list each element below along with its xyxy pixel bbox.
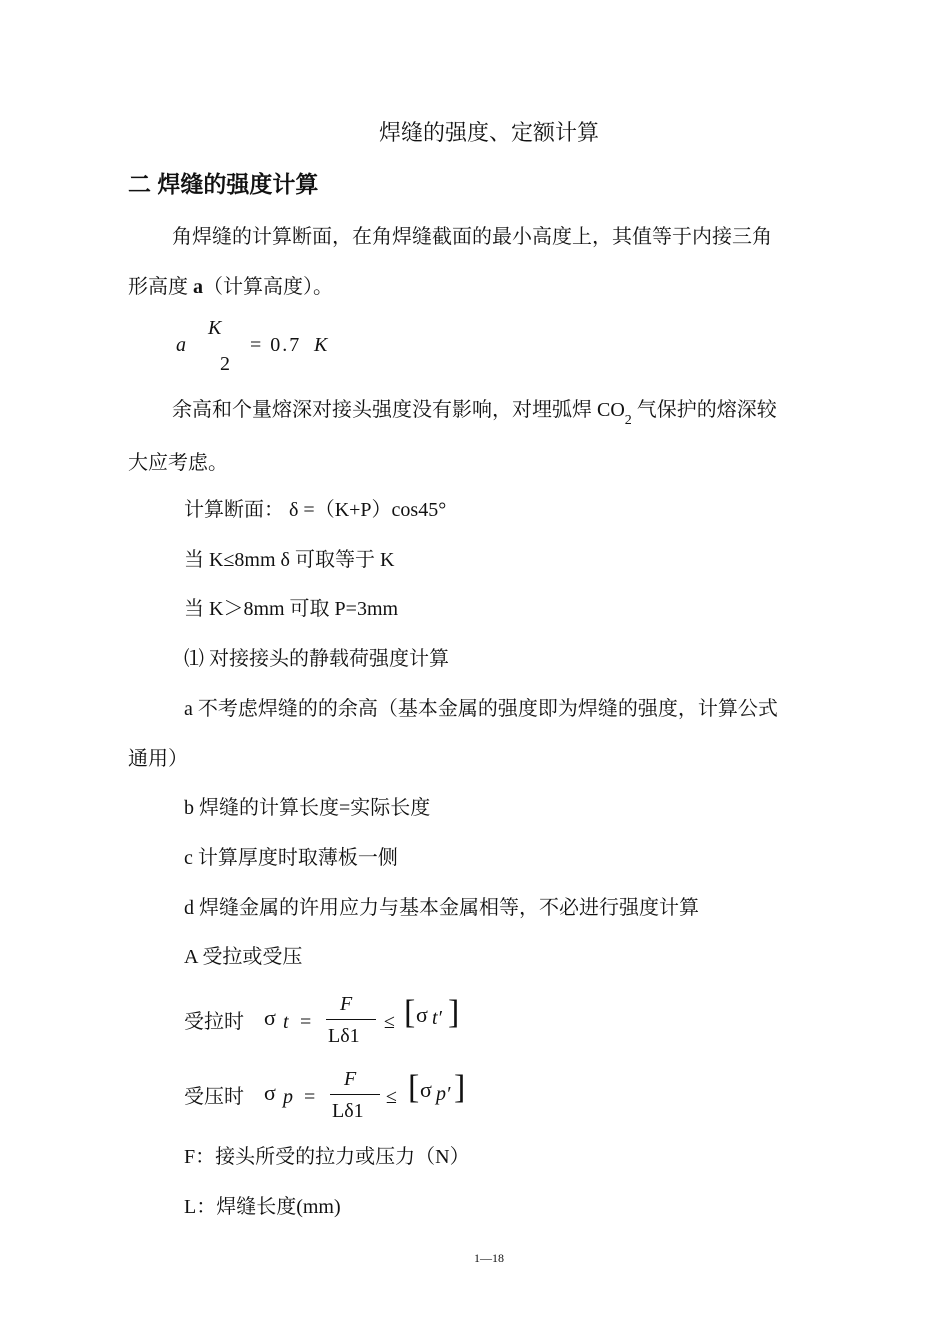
- tension-fraction-bar: [326, 1019, 376, 1020]
- tension-bracket-open: [: [404, 994, 416, 1031]
- paragraph-2-line-2: 大应考虑。: [128, 452, 228, 474]
- formula1-rhs-var: K: [314, 334, 328, 356]
- tension-sigma-sub: t: [283, 1011, 289, 1033]
- compression-bracket-close: ]: [454, 1069, 466, 1106]
- compression-numerator: F: [344, 1068, 357, 1090]
- definition-L: L：焊缝长度(mm): [184, 1196, 341, 1218]
- paragraph-2-line-1: [172, 398, 777, 428]
- item-A: A 受拉或受压: [184, 946, 303, 968]
- compression-sigma-sub: p: [283, 1086, 293, 1108]
- tension-sigma: σ: [264, 1005, 276, 1030]
- formula1-rhs: = 0.7: [250, 334, 302, 356]
- item-c: c 计算厚度时取薄板一侧: [184, 847, 398, 869]
- tension-bracket-close: ]: [448, 994, 460, 1031]
- item-a-line-2: 通用）: [128, 748, 188, 770]
- page-title: 焊缝的强度、定额计算: [378, 120, 599, 145]
- formula1-lhs: a: [176, 334, 186, 356]
- para1-bold-a: a: [193, 276, 203, 298]
- calc-section-line: 计算断面： δ =（K+P）cos45°: [184, 499, 447, 521]
- formula1-denominator: 2: [220, 353, 230, 375]
- condition-1: 当 K≤8mm δ 可取等于 K: [184, 549, 395, 571]
- para1-suffix: （计算高度）。: [203, 276, 333, 298]
- tension-label: 受拉时: [184, 1011, 244, 1033]
- item-1-heading: ⑴ 对接接头的静载荷强度计算: [184, 648, 449, 670]
- formula1-numerator: K: [208, 317, 222, 339]
- page-number: 1—18: [474, 1251, 504, 1265]
- compression-bracket-open: [: [408, 1069, 420, 1106]
- definition-F: F：接头所受的拉力或压力（N）: [184, 1146, 470, 1168]
- item-a-line-1: a 不考虑焊缝的的余高（基本金属的强度即为焊缝的强度，计算公式: [184, 698, 778, 720]
- condition-2: 当 K＞8mm 可取 P=3mm: [184, 598, 399, 620]
- co2-subscript: 2: [624, 413, 632, 428]
- paragraph-1-line-1: 角焊缝的计算断面，在角焊缝截面的最小高度上，其值等于内接三角: [172, 226, 772, 248]
- compression-sigma: σ: [264, 1080, 276, 1105]
- tension-bracket-sigma: σ: [416, 1002, 428, 1027]
- item-b: b 焊缝的计算长度=实际长度: [184, 797, 431, 819]
- tension-bracket-var: t′: [432, 1007, 442, 1029]
- section-heading: 二 焊缝的强度计算: [128, 171, 319, 197]
- compression-bracket-var: p′: [436, 1083, 451, 1105]
- tension-le: ≤: [384, 1011, 395, 1033]
- para1-prefix: 形高度: [128, 276, 193, 298]
- compression-denominator: Lδ1: [332, 1100, 364, 1122]
- compression-bracket-sigma: σ: [420, 1077, 432, 1102]
- compression-equals: =: [304, 1086, 316, 1108]
- tension-numerator: F: [340, 993, 353, 1015]
- para2-part-b: 气保护的熔深较: [631, 399, 777, 421]
- item-d: d 焊缝金属的许用应力与基本金属相等，不必进行强度计算: [184, 897, 699, 919]
- compression-le: ≤: [386, 1086, 397, 1108]
- para2-part-a: 余高和个量熔深对接头强度没有影响，对埋弧焊 CO: [172, 399, 625, 421]
- paragraph-1-line-2: [128, 275, 333, 299]
- tension-equals: =: [300, 1011, 312, 1033]
- compression-label: 受压时: [184, 1086, 244, 1108]
- compression-fraction-bar: [330, 1094, 380, 1095]
- tension-denominator: Lδ1: [328, 1025, 360, 1047]
